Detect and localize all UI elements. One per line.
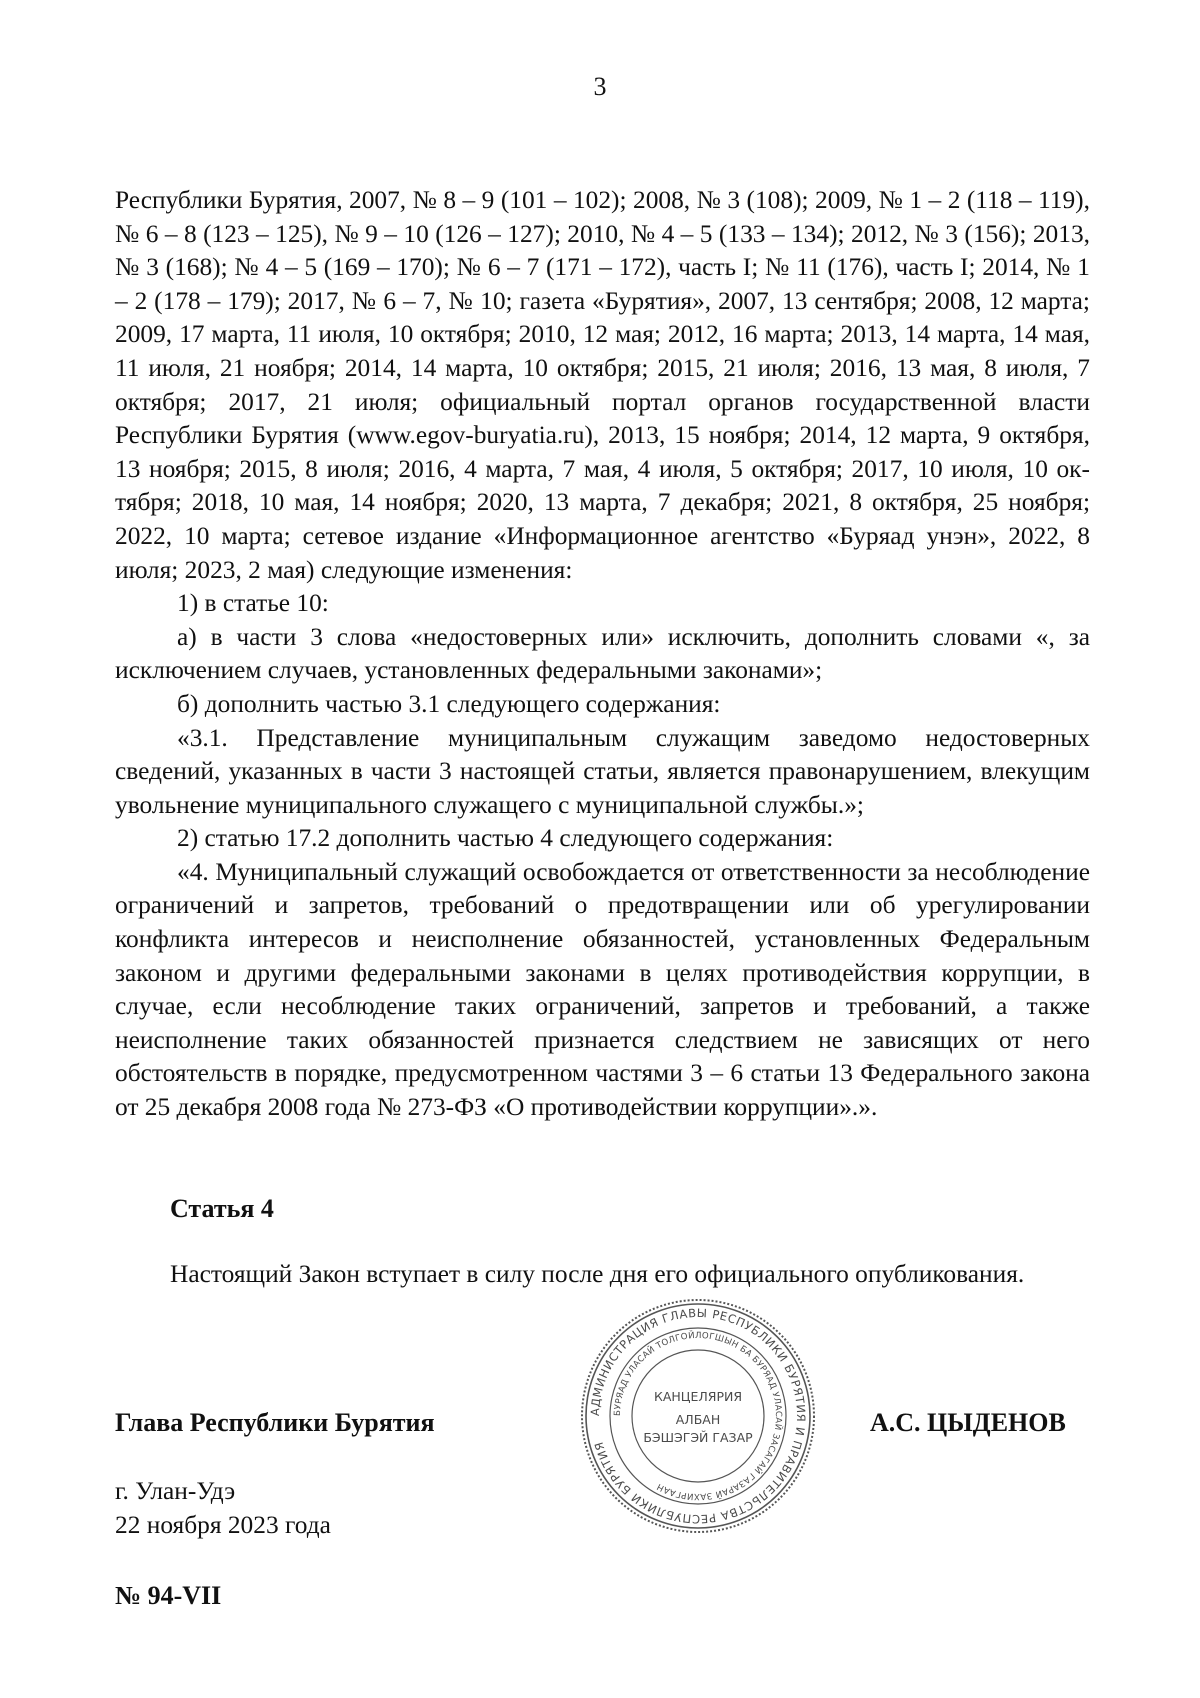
body-paragraph: б) дополнить частью 3.1 следующего содержания:: [177, 689, 721, 718]
body-paragraph: «3.1. Представление муниципальным служащим заведомо недостоверных сведений, указанных в части 3 настоящей статьи, является правонарушением, влекущим увольнение муниципального служащего с муниципальной службы.»;: [115, 723, 1090, 819]
body-paragraph: «4. Муниципальный служащий освобождается от ответственности за несоблюдение ограничений и запретов, требований о предотвращении или об урегулировании конфликта интересов и неисполнение обязанностей, установленных Федеральным законом и другими федеральными законами в целях противодействия коррупции, в случае, если несоблюдение таких ограничений, запретов и требований, а также неисполнение таких обязанностей признается следствием не зависящих от него обстоятельств в порядке, предусмотренном частями 3 – 6 статьи 13 Федерального закона от 25 декабря 2008 года № 273-ФЗ «О противодействии коррупции».».: [115, 857, 1090, 1122]
body-paragraph: 2) статью 17.2 дополнить частью 4 следующего содержания:: [177, 824, 834, 853]
page-number: 3: [593, 72, 607, 101]
seal-outer-text: АДМИНИСТРАЦИЯ ГЛАВЫ РЕСПУБЛИКИ БУРЯТИЯ И ПРАВИТЕЛЬСТВА РЕСПУБЛИКИ БУРЯТИЯ: [587, 1305, 809, 1527]
seal-center-line: АЛБАН: [675, 1412, 721, 1427]
signing-place: г. Улан-Удэ: [115, 1477, 236, 1505]
official-seal-graphic: [578, 1296, 818, 1536]
signatory-name: А.С. ЦЫДЕНОВ: [870, 1408, 1066, 1437]
signing-date: 22 ноября 2023 года: [115, 1511, 331, 1539]
body-text: [115, 184, 1090, 1125]
seal-inner-text: БУРЯАД УЛАСАЙ ТОЛГОЙЛОГШЫН БА БУРЯАД УЛАСАЙ ЗАСАГАЙ ГАЗАРАЙ ЗАХИРГААН: [612, 1330, 784, 1502]
article-heading: Статья 4: [170, 1194, 274, 1223]
article-text: Настоящий Закон вступает в силу после дня его официального опубликования.: [170, 1260, 1025, 1288]
law-number: № 94-VII: [115, 1581, 222, 1610]
signatory-title: Глава Республики Бурятия: [115, 1408, 435, 1437]
seal-center-line: БЭШЭГЭЙ ГАЗАР: [643, 1430, 753, 1445]
body-paragraph: а) в части 3 слова «недостоверных или» исключить, дополнить словами «, за исключением случаев, установленных федеральными законами»;: [115, 622, 1090, 685]
official-seal: [578, 1296, 818, 1536]
body-paragraph: Республики Бурятия, 2007, № 8 – 9 (101 – 102); 2008, № 3 (108); 2009, № 1 – 2 (118 – 119), № 6 – 8 (123 – 125), № 9 – 10 (126 – 127); 2010, № 4 – 5 (133 – 134); 2012, № 3 (156); 2013, № 3 (168); № 4 – 5 (169 – 170); № 6 – 7 (171 – 172), часть I; № 11 (176), часть I; 2014, № 1 – 2 (178 – 179); 2017, № 6 – 7, № 10; газета «Бурятия», 2007, 13 сентября; 2008, 12 марта; 2009, 17 марта, 11 июля, 10 октября; 2010, 12 мая; 2012, 16 марта; 2013, 14 марта, 14 мая, 11 июля, 21 ноября; 2014, 14 марта, 10 октября; 2015, 21 июля; 2016, 13 мая, 8 июля, 7 октября; 2017, 21 июля; официальный портал органов государственной власти Республики Бурятия (www.egov-buryatia.ru), 2013, 15 ноября; 2014, 12 марта, 9 октября, 13 ноября; 2015, 8 июля; 2016, 4 марта, 7 мая, 4 июля, 5 октября; 2017, 10 июля, 10 октября; 2018, 10 мая, 14 ноября; 2020, 13 марта, 7 декабря; 2021, 8 октября, 25 ноября; 2022, 10 марта; сетевое издание «Информационное агентство «Буряад унэн», 2022, 8 июля; 2023, 2 мая) следующие изменения:: [115, 186, 1090, 584]
body-paragraph: 1) в статье 10:: [177, 589, 329, 618]
seal-center-line: КАНЦЕЛЯРИЯ: [653, 1389, 743, 1404]
